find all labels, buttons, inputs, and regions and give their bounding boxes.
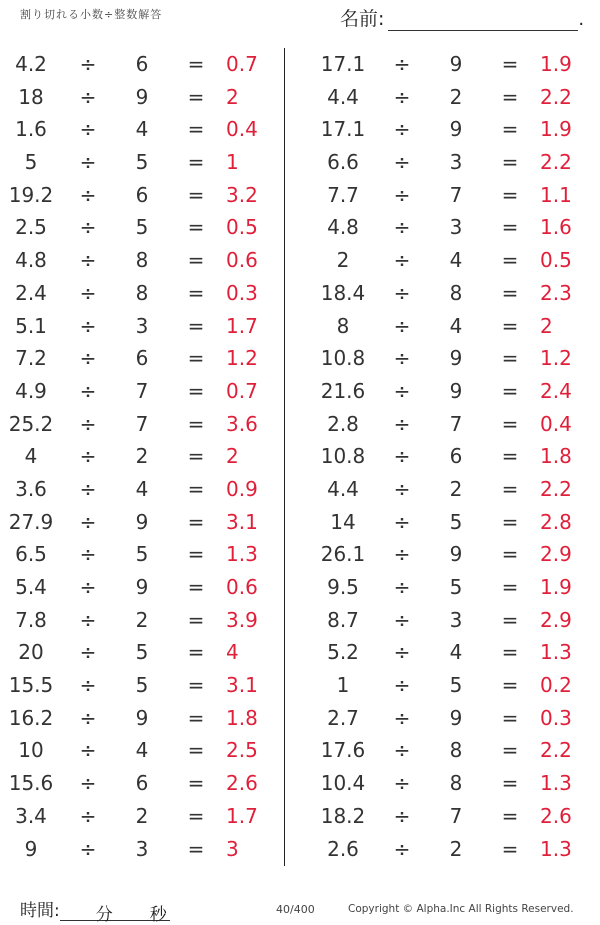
dividend: 10.8 [320, 444, 366, 469]
equals-sign: = [501, 607, 519, 632]
equals-sign: = [187, 476, 205, 501]
dividend: 2.7 [327, 705, 359, 730]
dividend: 2 [336, 248, 350, 273]
divide-sign: ÷ [393, 346, 411, 371]
divisor: 2 [449, 84, 463, 109]
equals-sign: = [501, 803, 519, 828]
answer: 2.4 [540, 378, 572, 403]
answer: 2.9 [540, 542, 572, 567]
divide-sign: ÷ [79, 771, 97, 796]
divide-sign: ÷ [393, 673, 411, 698]
divide-sign: ÷ [393, 182, 411, 207]
dividend: 5.2 [327, 640, 359, 665]
divisor: 9 [449, 117, 463, 142]
dividend: 4.4 [327, 84, 359, 109]
answer: 0.6 [226, 575, 258, 599]
divide-sign: ÷ [79, 313, 97, 338]
answer: 1.3 [540, 771, 572, 796]
name-label: 名前: [340, 8, 385, 30]
divide-sign: ÷ [393, 836, 411, 861]
divide-sign: ÷ [79, 836, 97, 861]
divisor: 3 [449, 150, 463, 175]
answer: 2.6 [540, 803, 572, 828]
page-count: 40/400 [276, 903, 315, 916]
answer: 4 [226, 640, 239, 665]
equals-sign: = [501, 378, 519, 403]
divisor: 5 [135, 215, 149, 240]
divide-sign: ÷ [393, 803, 411, 828]
divide-sign: ÷ [79, 738, 97, 763]
dividend: 2.8 [327, 411, 359, 436]
divisor: 3 [135, 313, 149, 338]
equals-sign: = [187, 411, 205, 436]
divisor: 6 [449, 444, 463, 469]
answer: 2 [226, 84, 239, 109]
equals-sign: = [187, 509, 205, 534]
divisor: 5 [449, 673, 463, 698]
answer: 1.3 [540, 836, 572, 861]
dividend: 7.2 [15, 346, 47, 371]
answer: 0.6 [226, 248, 258, 273]
divisor: 6 [135, 771, 149, 796]
equals-sign: = [501, 150, 519, 175]
divide-sign: ÷ [393, 575, 411, 599]
divisor: 8 [135, 248, 149, 273]
answer: 1.1 [540, 182, 572, 207]
divisor: 6 [135, 346, 149, 371]
divisor: 6 [135, 182, 149, 207]
dividend: 27.9 [8, 509, 54, 534]
answer: 2.8 [540, 509, 572, 534]
divisor: 6 [135, 52, 149, 76]
equals-sign: = [501, 509, 519, 534]
equals-sign: = [501, 84, 519, 109]
time-field [20, 896, 170, 925]
equals-sign: = [501, 313, 519, 338]
equals-sign: = [501, 575, 519, 599]
answer: 1 [226, 150, 239, 175]
answer: 2 [540, 313, 553, 338]
divisor: 9 [135, 509, 149, 534]
divide-sign: ÷ [79, 509, 97, 534]
divide-sign: ÷ [393, 280, 411, 305]
equals-sign: = [501, 705, 519, 730]
answer: 3.6 [226, 411, 258, 436]
equals-sign: = [187, 640, 205, 665]
answer: 3.1 [226, 509, 258, 534]
divide-sign: ÷ [79, 607, 97, 632]
divide-sign: ÷ [79, 248, 97, 273]
copyright-notice: Copyright © Alpha.Inc All Rights Reserved. [348, 903, 574, 915]
divisor: 9 [449, 705, 463, 730]
divisor: 5 [135, 640, 149, 665]
dividend: 4.2 [15, 52, 47, 76]
equals-sign: = [501, 346, 519, 371]
divide-sign: ÷ [79, 52, 97, 76]
divide-sign: ÷ [393, 215, 411, 240]
divide-sign: ÷ [393, 150, 411, 175]
answer: 0.9 [226, 476, 258, 501]
divide-sign: ÷ [393, 771, 411, 796]
answer: 0.7 [226, 378, 258, 403]
equals-sign: = [187, 607, 205, 632]
equals-sign: = [501, 673, 519, 698]
equals-sign: = [501, 542, 519, 567]
answer: 3.2 [226, 182, 258, 207]
dividend: 4.8 [327, 215, 359, 240]
answer: 0.5 [540, 248, 572, 273]
divisor: 7 [449, 182, 463, 207]
equals-sign: = [501, 476, 519, 501]
divisor: 5 [449, 575, 463, 599]
dividend: 17.6 [320, 738, 366, 763]
answer: 2.2 [540, 150, 572, 175]
divisor: 7 [449, 803, 463, 828]
dividend: 8.7 [327, 607, 359, 632]
equals-sign: = [187, 346, 205, 371]
dividend: 9 [24, 836, 38, 861]
dividend: 10.4 [320, 771, 366, 796]
divisor: 4 [449, 248, 463, 273]
answer: 0.2 [540, 673, 572, 698]
dividend: 6.5 [15, 542, 47, 567]
divide-sign: ÷ [79, 84, 97, 109]
divide-sign: ÷ [393, 84, 411, 109]
divisor: 7 [135, 378, 149, 403]
divisor: 3 [449, 607, 463, 632]
divisor: 2 [135, 607, 149, 632]
divisor: 9 [449, 378, 463, 403]
worksheet-title: 割り切れる小数÷整数解答 [20, 8, 163, 21]
equals-sign: = [187, 836, 205, 861]
divide-sign: ÷ [393, 640, 411, 665]
dividend: 26.1 [320, 542, 366, 567]
divide-sign: ÷ [393, 411, 411, 436]
divide-sign: ÷ [393, 476, 411, 501]
divide-sign: ÷ [79, 280, 97, 305]
dividend: 10 [18, 738, 44, 763]
divide-sign: ÷ [79, 411, 97, 436]
divisor: 5 [135, 150, 149, 175]
equals-sign: = [187, 150, 205, 175]
answer: 0.5 [226, 215, 258, 240]
dividend: 5.1 [15, 313, 47, 338]
equals-sign: = [187, 673, 205, 698]
equals-sign: = [187, 280, 205, 305]
divide-sign: ÷ [79, 705, 97, 730]
divisor: 4 [135, 738, 149, 763]
divisor: 2 [135, 803, 149, 828]
dividend: 5 [24, 150, 38, 175]
answer: 1.9 [540, 575, 572, 599]
answer: 0.4 [540, 411, 572, 436]
equals-sign: = [187, 542, 205, 567]
divisor: 8 [449, 738, 463, 763]
divisor: 3 [135, 836, 149, 861]
dividend: 16.2 [8, 705, 54, 730]
divisor: 5 [135, 542, 149, 567]
answer: 1.9 [540, 52, 572, 76]
dividend: 2.5 [15, 215, 47, 240]
answer: 2.2 [540, 476, 572, 501]
equals-sign: = [501, 248, 519, 273]
divide-sign: ÷ [393, 705, 411, 730]
dividend: 15.6 [8, 771, 54, 796]
equals-sign: = [187, 248, 205, 273]
dividend: 7.7 [327, 182, 359, 207]
answer: 2.3 [540, 280, 572, 305]
answer: 1.3 [226, 542, 258, 567]
answer: 2.9 [540, 607, 572, 632]
dividend: 15.5 [8, 673, 54, 698]
answer: 0.3 [540, 705, 572, 730]
answer: 3 [226, 836, 239, 861]
equals-sign: = [501, 215, 519, 240]
dividend: 5.4 [15, 575, 47, 599]
dividend: 21.6 [320, 378, 366, 403]
divide-sign: ÷ [393, 738, 411, 763]
name-blank-line [388, 12, 578, 31]
divide-sign: ÷ [393, 117, 411, 142]
dividend: 1 [336, 673, 350, 698]
answer: 1.2 [226, 346, 258, 371]
divide-sign: ÷ [393, 444, 411, 469]
divisor: 3 [449, 215, 463, 240]
equals-sign: = [501, 444, 519, 469]
divide-sign: ÷ [393, 313, 411, 338]
divide-sign: ÷ [79, 476, 97, 501]
divisor: 9 [135, 575, 149, 599]
name-end-mark: . [578, 9, 585, 30]
equals-sign: = [501, 182, 519, 207]
equals-sign: = [501, 836, 519, 861]
dividend: 3.6 [15, 476, 47, 501]
dividend: 8 [336, 313, 350, 338]
answer: 1.2 [540, 346, 572, 371]
answer: 2.2 [540, 738, 572, 763]
divisor: 9 [449, 52, 463, 76]
divide-sign: ÷ [79, 215, 97, 240]
dividend: 4 [24, 444, 38, 469]
divisor: 9 [449, 346, 463, 371]
divisor: 8 [449, 280, 463, 305]
divide-sign: ÷ [393, 509, 411, 534]
divide-sign: ÷ [79, 346, 97, 371]
answer: 1.9 [540, 117, 572, 142]
answer: 1.6 [540, 215, 572, 240]
dividend: 7.8 [15, 607, 47, 632]
dividend: 1.6 [15, 117, 47, 142]
equals-sign: = [187, 182, 205, 207]
time-label: 時間: [20, 901, 60, 921]
divide-sign: ÷ [79, 542, 97, 567]
divide-sign: ÷ [79, 673, 97, 698]
equals-sign: = [187, 378, 205, 403]
equals-sign: = [187, 117, 205, 142]
answer: 0.4 [226, 117, 258, 142]
equals-sign: = [187, 444, 205, 469]
divisor: 8 [449, 771, 463, 796]
minutes-unit: 分 [95, 905, 113, 925]
divide-sign: ÷ [79, 182, 97, 207]
divisor: 4 [449, 313, 463, 338]
equals-sign: = [501, 640, 519, 665]
divisor: 7 [135, 411, 149, 436]
divide-sign: ÷ [393, 52, 411, 76]
divide-sign: ÷ [393, 542, 411, 567]
divide-sign: ÷ [79, 575, 97, 599]
divisor: 4 [135, 476, 149, 501]
name-field [340, 4, 584, 31]
answer: 0.7 [226, 52, 258, 76]
divide-sign: ÷ [79, 803, 97, 828]
divisor: 9 [135, 84, 149, 109]
divisor: 2 [135, 444, 149, 469]
dividend: 19.2 [8, 182, 54, 207]
divide-sign: ÷ [79, 444, 97, 469]
dividend: 10.8 [320, 346, 366, 371]
dividend: 18 [18, 84, 44, 109]
divide-sign: ÷ [79, 378, 97, 403]
equals-sign: = [501, 117, 519, 142]
answer: 2.2 [540, 84, 572, 109]
answer: 1.7 [226, 803, 258, 828]
equals-sign: = [187, 52, 205, 76]
equals-sign: = [501, 771, 519, 796]
dividend: 25.2 [8, 411, 54, 436]
dividend: 18.2 [320, 803, 366, 828]
dividend: 17.1 [320, 52, 366, 76]
dividend: 4.4 [327, 476, 359, 501]
answer: 2.5 [226, 738, 258, 763]
divisor: 2 [449, 476, 463, 501]
equals-sign: = [187, 84, 205, 109]
equals-sign: = [501, 411, 519, 436]
dividend: 9.5 [327, 575, 359, 599]
equals-sign: = [501, 738, 519, 763]
answer: 2.6 [226, 771, 258, 796]
dividend: 18.4 [320, 280, 366, 305]
equals-sign: = [187, 803, 205, 828]
divisor: 8 [135, 280, 149, 305]
answer: 1.7 [226, 313, 258, 338]
dividend: 6.6 [327, 150, 359, 175]
seconds-unit: 秒 [149, 905, 167, 925]
divisor: 7 [449, 411, 463, 436]
dividend: 20 [18, 640, 44, 665]
divide-sign: ÷ [393, 607, 411, 632]
equals-sign: = [187, 215, 205, 240]
divisor: 4 [135, 117, 149, 142]
divisor: 2 [449, 836, 463, 861]
dividend: 2.6 [327, 836, 359, 861]
divisor: 9 [449, 542, 463, 567]
divide-sign: ÷ [79, 640, 97, 665]
answer: 1.8 [540, 444, 572, 469]
divide-sign: ÷ [79, 117, 97, 142]
divisor: 5 [449, 509, 463, 534]
answer: 0.3 [226, 280, 258, 305]
answer: 3.9 [226, 607, 258, 632]
divisor: 5 [135, 673, 149, 698]
dividend: 2.4 [15, 280, 47, 305]
equals-sign: = [501, 52, 519, 76]
dividend: 4.9 [15, 378, 47, 403]
divide-sign: ÷ [393, 248, 411, 273]
divide-sign: ÷ [393, 378, 411, 403]
answer: 1.3 [540, 640, 572, 665]
dividend: 3.4 [15, 803, 47, 828]
dividend: 17.1 [320, 117, 366, 142]
answer: 3.1 [226, 673, 258, 698]
equals-sign: = [187, 738, 205, 763]
answer: 2 [226, 444, 239, 469]
equals-sign: = [187, 771, 205, 796]
dividend: 4.8 [15, 248, 47, 273]
equals-sign: = [501, 280, 519, 305]
equals-sign: = [187, 705, 205, 730]
dividend: 14 [330, 509, 356, 534]
equals-sign: = [187, 313, 205, 338]
answer: 1.8 [226, 705, 258, 730]
divide-sign: ÷ [79, 150, 97, 175]
time-blank [60, 900, 170, 925]
equals-sign: = [187, 575, 205, 599]
divisor: 9 [135, 705, 149, 730]
divisor: 4 [449, 640, 463, 665]
